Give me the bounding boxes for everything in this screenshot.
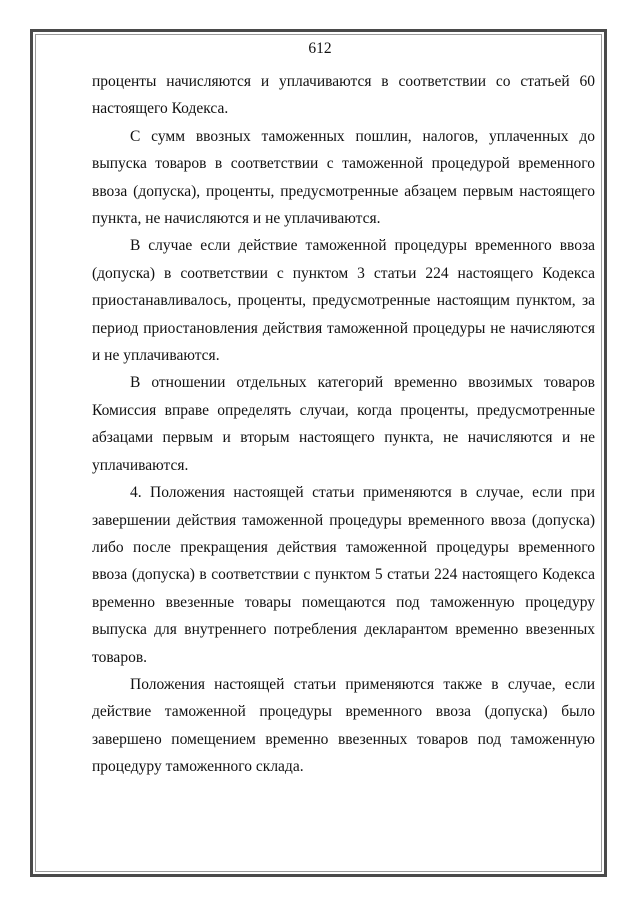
page-number: 612: [308, 40, 332, 57]
document-body: [92, 68, 595, 781]
paragraph: С сумм ввозных таможенных пошлин, налогов, уплаченных до выпуска товаров в соответствии с таможенной процедурой временного ввоза (допуска), проценты, предусмотренные абзацем первым настоящего пункта, не начисляются и не уплачиваются.: [92, 127, 595, 228]
paragraph-continuation: проценты начисляются и уплачиваются в соответствии со статьей 60 настоящего Кодекса.: [92, 73, 595, 118]
paragraph: В случае если действие таможенной процедуры временного ввоза (допуска) в соответствии с пунктом 3 статьи 224 настоящего Кодекса приостанавливалось, проценты, предусмотренные настоящим пунктом, за период приостановления действия таможенной процедуры не начисляются и не уплачиваются.: [92, 237, 595, 365]
paragraph-item-4: 4. Положения настоящей статьи применяются в случае, если при завершении действия таможенной процедуры временного ввоза (допуска) либо после прекращения действия таможенной процедуры временного ввоза (допуска) в соответствии с пунктом 5 статьи 224 настоящего Кодекса временно ввезенные товары помещаются под таможенную процедуру выпуска для внутреннего потребления декларантом временно ввезенных товаров.: [92, 484, 595, 666]
paragraph: В отношении отдельных категорий временно ввозимых товаров Комиссия вправе определять случаи, когда проценты, предусмотренные абзацами первым и вторым настоящего пункта, не начисляются и не уплачиваются.: [92, 374, 595, 474]
paragraph: Положения настоящей статьи применяются также в случае, если действие таможенной процедуры временного ввоза (допуска) было завершено помещением временно ввезенных товаров под таможенную процедуру таможенного склада.: [92, 675, 595, 776]
